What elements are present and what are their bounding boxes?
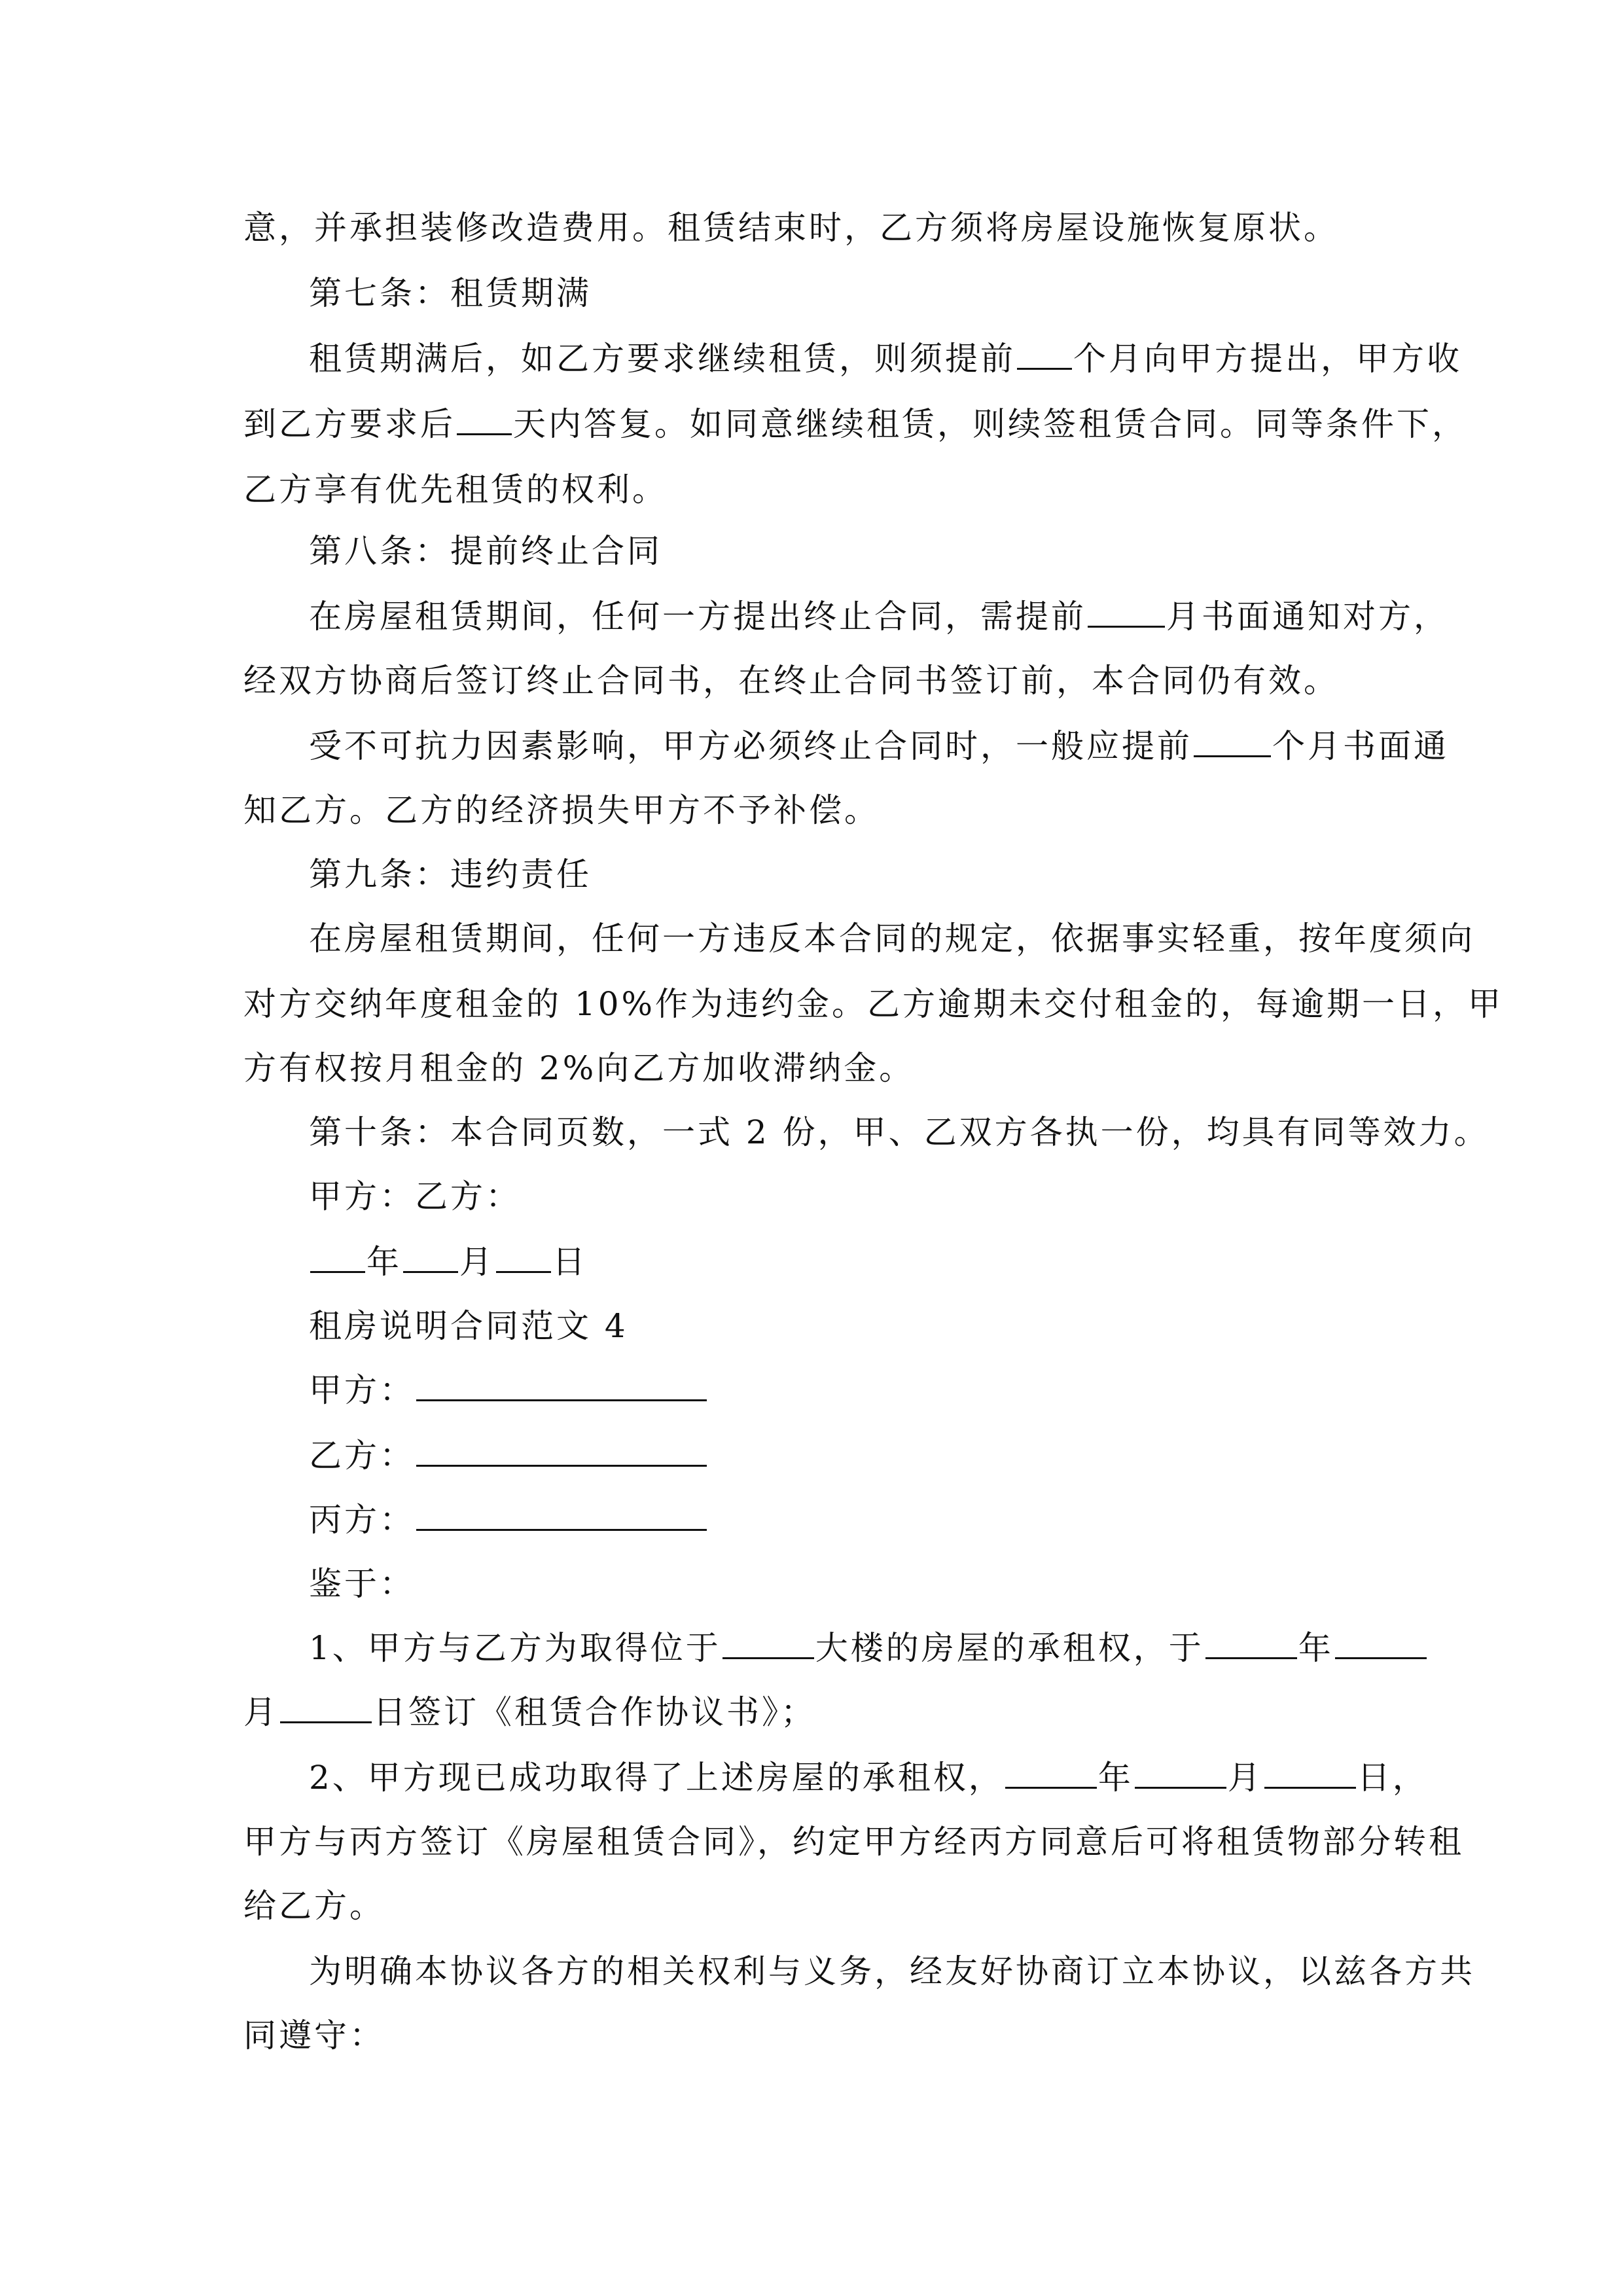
fill-blank bbox=[1194, 726, 1271, 757]
text-line: 第十条：本合同页数，一式 2 份，甲、乙双方各执一份，均具有同等效力。 bbox=[309, 1113, 1489, 1151]
text-line: 在房屋租赁期间，任何一方提出终止合同，需提前 月书面通知对方， bbox=[309, 598, 1449, 636]
article-heading: 第八条：提前终止合同 bbox=[309, 532, 662, 570]
fill-blank bbox=[416, 1436, 707, 1467]
article-heading: 第七条：租赁期满 bbox=[309, 274, 592, 312]
fill-blank bbox=[1205, 1628, 1297, 1659]
fill-blank bbox=[1088, 597, 1165, 628]
fill-blank bbox=[310, 1242, 365, 1273]
fill-blank bbox=[496, 1242, 551, 1273]
party-c-line: 丙方： bbox=[309, 1500, 708, 1539]
fill-blank bbox=[416, 1500, 707, 1531]
signature-line: 甲方：乙方： bbox=[309, 1177, 521, 1215]
fill-blank bbox=[1005, 1758, 1097, 1789]
text-line: 租赁期满后，如乙方要求继续租赁，则须提前 个月向甲方提出，甲方收 bbox=[309, 340, 1462, 378]
text-line: 甲方与丙方签订《房屋租赁合同》，约定甲方经丙方同意后可将租赁物部分转租 bbox=[243, 1823, 1464, 1861]
text-line: 为明确本协议各方的相关权利与义务，经友好协商订立本协议，以兹各方共 bbox=[309, 1952, 1475, 1990]
text-line: 方有权按月租金的 2%向乙方加收滞纳金。 bbox=[243, 1049, 915, 1087]
text-line: 1、甲方与乙方为取得位于 大楼的房屋的承租权，于 年 bbox=[309, 1628, 1428, 1668]
text-line: 意，并承担装修改造费用。租赁结束时，乙方须将房屋设施恢复原状。 bbox=[243, 209, 1339, 247]
party-a-line: 甲方： bbox=[309, 1371, 708, 1410]
text-line: 经双方协商后签订终止合同书，在终止合同书签订前，本合同仍有效。 bbox=[243, 662, 1339, 700]
text-line: 同遵守： bbox=[243, 2017, 385, 2054]
text-line: 受不可抗力因素影响，甲方必须终止合同时，一般应提前 个月书面通 bbox=[309, 727, 1449, 765]
text-line: 乙方享有优先租赁的权利。 bbox=[243, 471, 668, 509]
party-b-line: 乙方： bbox=[309, 1436, 708, 1475]
text-line: 鉴于： bbox=[309, 1565, 415, 1603]
fill-blank bbox=[457, 404, 512, 435]
fill-blank bbox=[1335, 1628, 1427, 1659]
text-line: 到乙方要求后 天内答复。如同意继续租赁，则续签租赁合同。同等条件下， bbox=[243, 405, 1467, 443]
fill-blank bbox=[280, 1693, 372, 1723]
fill-blank bbox=[403, 1242, 458, 1273]
fill-blank bbox=[1135, 1758, 1226, 1789]
text-line: 知乙方。乙方的经济损失甲方不予补偿。 bbox=[243, 791, 880, 829]
fill-blank bbox=[1017, 339, 1072, 370]
fill-blank bbox=[1264, 1758, 1356, 1789]
text-line: 月 日签订《租赁合作协议书》； bbox=[243, 1693, 816, 1731]
text-line: 给乙方。 bbox=[243, 1887, 385, 1925]
text-line: 对方交纳年度租金的 10%作为违约金。乙方逾期未交付租金的，每逾期一日，甲 bbox=[243, 985, 1504, 1023]
section-title: 租房说明合同范文 4 bbox=[309, 1307, 628, 1345]
fill-blank bbox=[416, 1371, 707, 1401]
fill-blank bbox=[722, 1628, 814, 1659]
article-heading: 第九条：违约责任 bbox=[309, 855, 592, 893]
text-line: 在房屋租赁期间，任何一方违反本合同的规定，依据事实轻重，按年度须向 bbox=[309, 920, 1475, 958]
text-line: 2、甲方现已成功取得了上述房屋的承租权， 年 月 日， bbox=[309, 1759, 1428, 1797]
date-line: 年 月 日 bbox=[309, 1242, 588, 1282]
